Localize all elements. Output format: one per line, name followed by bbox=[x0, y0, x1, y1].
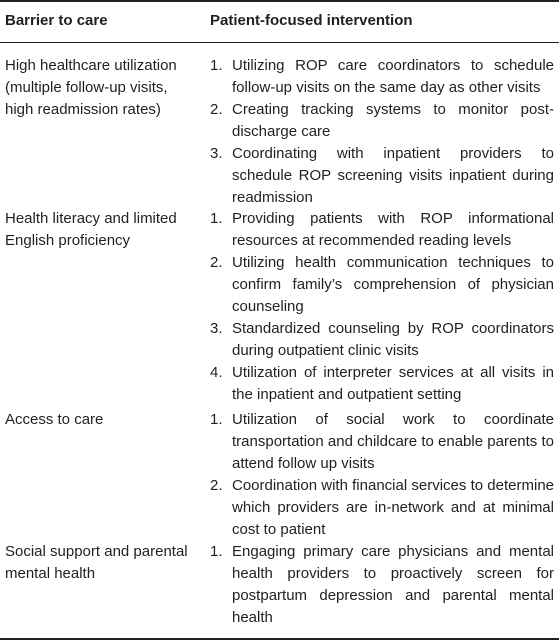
intervention-list bbox=[210, 409, 554, 541]
list-item bbox=[210, 318, 554, 362]
item-text: Utilizing health communication techniques to confirm family’s comprehension of physician counseling bbox=[232, 254, 554, 315]
item-text: Providing patients with ROP informational resources at recommended reading levels bbox=[232, 210, 554, 249]
intervention-list bbox=[210, 208, 554, 406]
list-item bbox=[210, 541, 554, 629]
item-number: 1. bbox=[210, 210, 223, 227]
barrier-cell: Social support and parental mental health bbox=[5, 543, 188, 582]
list-item bbox=[210, 143, 554, 209]
intervention-list bbox=[210, 55, 554, 209]
item-number: 2. bbox=[210, 101, 223, 118]
list-item bbox=[210, 99, 554, 143]
barrier-cell: Health literacy and limited English proficiency bbox=[5, 210, 177, 249]
item-text: Utilization of social work to coordinate transportation and childcare to enable parents to attend follow up visits bbox=[232, 411, 554, 472]
item-text: Standardized counseling by ROP coordinators during outpatient clinic visits bbox=[232, 320, 554, 359]
barrier-cell: Access to care bbox=[5, 411, 104, 428]
item-text: Engaging primary care physicians and mental health providers to proactively screen for postpartum depression and parental mental health bbox=[232, 543, 554, 626]
table-top-rule bbox=[0, 0, 559, 2]
item-number: 3. bbox=[210, 320, 223, 337]
list-item bbox=[210, 362, 554, 406]
item-text: Coordination with financial services to determine which providers are in-network and at minimal cost to patient bbox=[232, 477, 554, 538]
item-number: 1. bbox=[210, 57, 223, 74]
item-number: 1. bbox=[210, 543, 223, 560]
list-item bbox=[210, 208, 554, 252]
header-intervention: Patient-focused intervention bbox=[210, 12, 413, 29]
item-text: Coordinating with inpatient providers to schedule ROP screening visits inpatient during readmission bbox=[232, 145, 554, 206]
intervention-list bbox=[210, 541, 554, 629]
item-text: Utilization of interpreter services at all visits in the inpatient and outpatient setting bbox=[232, 364, 554, 403]
item-text: Utilizing ROP care coordinators to schedule follow-up visits on the same day as other visits bbox=[232, 57, 554, 96]
item-text: Creating tracking systems to monitor post-discharge care bbox=[232, 101, 554, 140]
list-item bbox=[210, 409, 554, 475]
list-item bbox=[210, 475, 554, 541]
item-number: 2. bbox=[210, 477, 223, 494]
table-header-rule bbox=[0, 42, 559, 43]
item-number: 4. bbox=[210, 364, 223, 381]
item-number: 1. bbox=[210, 411, 223, 428]
list-item bbox=[210, 252, 554, 318]
table-bottom-rule bbox=[0, 638, 559, 640]
item-number: 3. bbox=[210, 145, 223, 162]
list-item bbox=[210, 55, 554, 99]
barrier-cell: High healthcare utilization (multiple follow-up visits, high readmission rates) bbox=[5, 57, 177, 118]
item-number: 2. bbox=[210, 254, 223, 271]
header-barrier: Barrier to care bbox=[5, 12, 108, 29]
